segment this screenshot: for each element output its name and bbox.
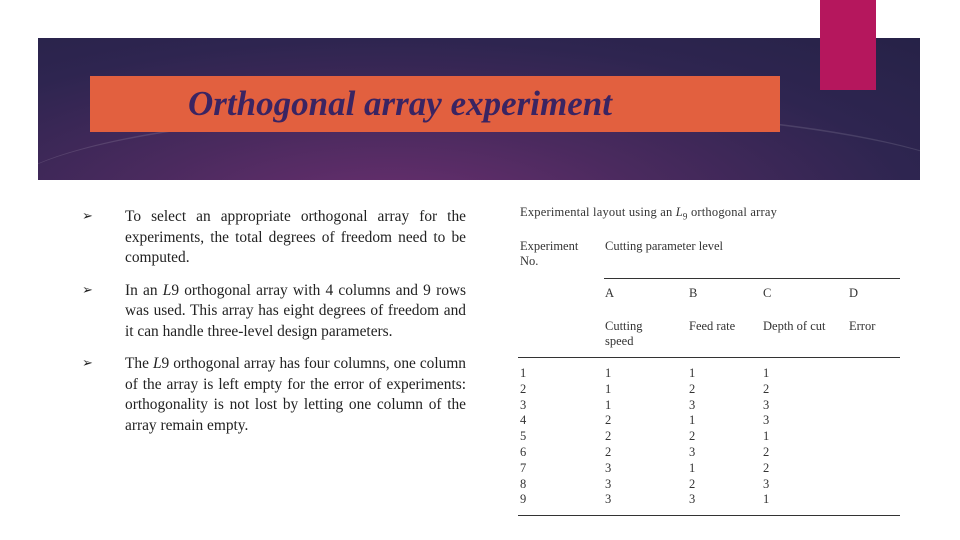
bullet-item xyxy=(82,354,467,436)
group-header: Cutting parameter level xyxy=(605,239,724,253)
level-cell: 2 xyxy=(689,476,696,491)
experiment-number-cell: 4 xyxy=(520,413,527,428)
level-cell: 1 xyxy=(605,381,612,396)
level-cell: 2 xyxy=(605,429,612,444)
slide-title: Orthogonal array experiment xyxy=(188,84,612,123)
level-cell: 1 xyxy=(763,429,770,444)
level-cell: 1 xyxy=(763,366,770,380)
bullet-item xyxy=(82,281,466,343)
level-cell: 1 xyxy=(763,492,770,507)
level-cell: 2 xyxy=(689,429,696,444)
bullet-list xyxy=(82,207,467,448)
level-cell: 3 xyxy=(763,397,770,412)
bullet-text: In an xyxy=(125,281,163,299)
level-cell: 3 xyxy=(605,460,612,475)
title-box xyxy=(90,76,780,132)
column-name-d: Error xyxy=(849,319,876,333)
level-cell: 2 xyxy=(763,460,770,475)
level-cell: 1 xyxy=(605,397,612,412)
level-cell: 3 xyxy=(689,492,696,507)
experiment-header: Experiment No. xyxy=(520,239,579,268)
bullet-text: To select an appropriate orthogonal array for the experiments, the total degrees of freedom need to be computed. xyxy=(125,208,466,266)
bottom-rule xyxy=(518,515,900,516)
bullet-text: 9 orthogonal array has four columns, one column of the array is left empty for the error of experiments: orthogonality is not lost by letting one column of the array remain empty. xyxy=(125,355,467,434)
bullet-item xyxy=(82,207,466,269)
experiment-number-cell: 9 xyxy=(520,492,527,507)
level-cell: 3 xyxy=(605,476,612,491)
experiment-number-cell: 3 xyxy=(520,397,527,412)
experiment-number-cell: 1 xyxy=(520,366,527,380)
experiment-number-cell: 6 xyxy=(520,445,527,459)
column-name-a: Cutting speed xyxy=(605,319,643,348)
level-cell: 2 xyxy=(763,381,770,396)
experiment-number-cell: 8 xyxy=(520,476,527,491)
column-name-b: Feed rate xyxy=(689,319,736,333)
bullet-emphasis: L xyxy=(152,355,162,372)
column-letter-a: A xyxy=(605,286,615,300)
header-rule xyxy=(518,357,900,358)
level-cell: 1 xyxy=(689,460,696,475)
column-letter-b: B xyxy=(689,286,698,300)
column-letter-c: C xyxy=(763,286,772,300)
experiment-number-cell: 7 xyxy=(520,460,527,475)
level-cell: 3 xyxy=(763,476,770,491)
level-cell: 3 xyxy=(689,397,696,412)
experiment-number-cell: 2 xyxy=(520,381,527,396)
level-cell: 1 xyxy=(605,366,612,380)
level-cell: 2 xyxy=(763,445,770,459)
level-cell: 2 xyxy=(689,381,696,396)
level-cell: 3 xyxy=(763,413,770,428)
accent-bar xyxy=(820,0,876,90)
bullet-text: 9 orthogonal array with 4 columns and 9 rows was used. This array has eight degrees of freedom and it can handle three-level design parameters. xyxy=(125,281,466,340)
experiment-number-cell: 5 xyxy=(520,429,527,444)
level-cell: 2 xyxy=(605,445,612,459)
level-cell: 3 xyxy=(689,445,696,459)
table-caption: Experimental layout using an $L_9$ orthogonal array xyxy=(520,205,778,222)
bullet-text: The xyxy=(125,355,153,372)
bullet-emphasis: L xyxy=(162,281,172,299)
column-letter-d: D xyxy=(849,286,859,300)
level-cell: 3 xyxy=(605,492,612,507)
arrow-bullet-icon: ➢ xyxy=(82,282,93,298)
level-cell: 1 xyxy=(689,413,696,428)
arrow-bullet-icon: ➢ xyxy=(82,356,93,371)
level-cell: 2 xyxy=(605,413,612,428)
column-name-c: Depth of cut xyxy=(763,319,826,333)
level-cell: 1 xyxy=(689,366,696,380)
group-rule xyxy=(604,278,900,279)
arrow-bullet-icon: ➢ xyxy=(82,209,93,224)
